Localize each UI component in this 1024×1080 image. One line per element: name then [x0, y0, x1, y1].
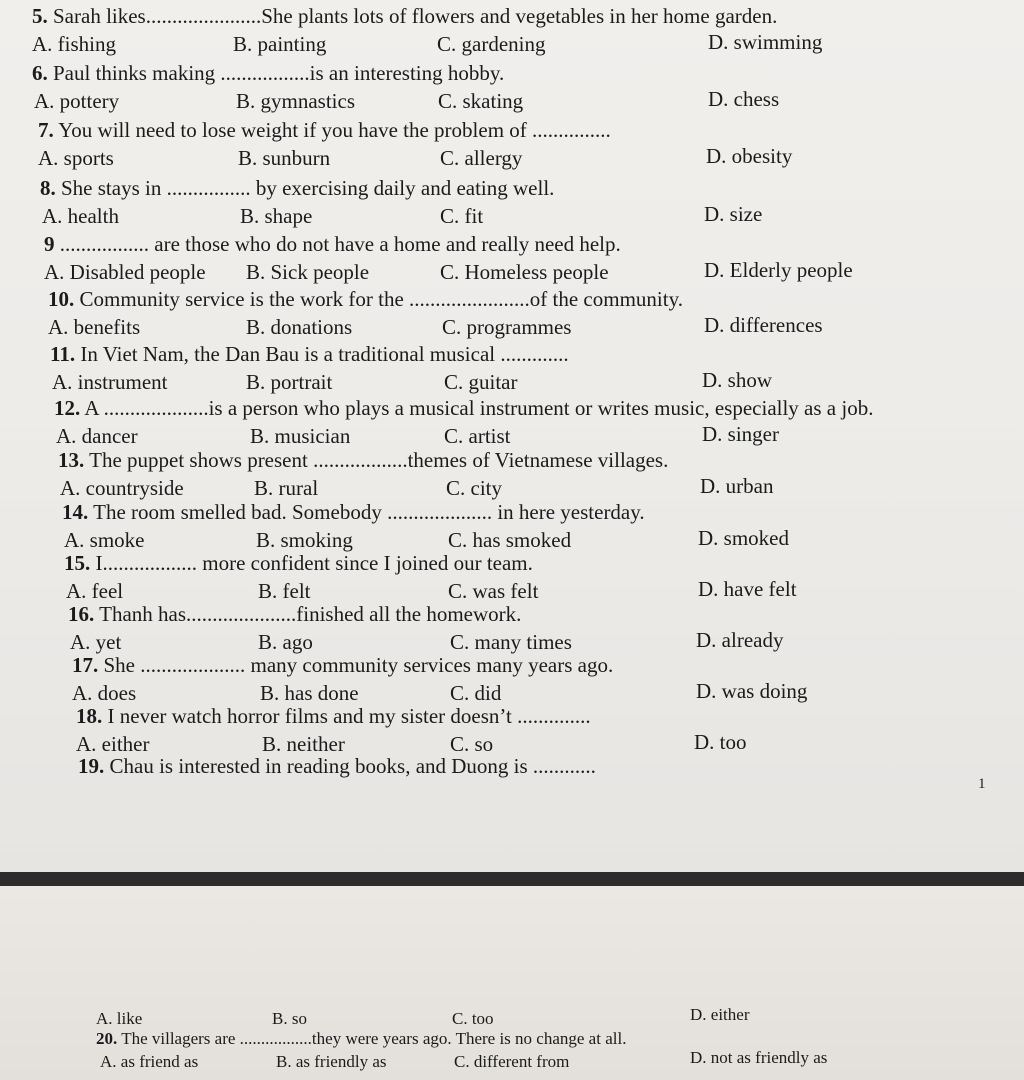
option-a: A. health — [42, 204, 119, 228]
question-text: In Viet Nam, the Dan Bau is a traditional musical ............. — [80, 342, 569, 366]
question-20 — [96, 1029, 626, 1049]
option-b: B. Sick people — [246, 260, 370, 284]
page-number: 1 — [978, 776, 986, 792]
q20-option-b: B. as friendly as — [276, 1052, 387, 1071]
question-text: The villagers are .................they were years ago. There is no change at all. — [121, 1029, 627, 1048]
question-number: 10. — [48, 287, 75, 311]
option-c: C. did — [450, 681, 502, 705]
question-5 — [32, 4, 777, 28]
option-c: C. guitar — [444, 370, 518, 394]
question-text: ................. are those who do not have a home and really need help. — [59, 232, 621, 256]
question-16 — [68, 602, 521, 626]
option-a: A. instrument — [52, 370, 168, 394]
question-number: 5. — [32, 4, 48, 28]
option-b: B. musician — [250, 424, 351, 448]
question-text: A ....................is a person who plays a musical instrument or writes music, especially as a job. — [84, 396, 874, 420]
option-a: A. feel — [66, 579, 124, 603]
q19-option-a: A. like — [96, 1009, 143, 1028]
question-number: 12. — [54, 396, 81, 420]
option-b: B. sunburn — [238, 146, 331, 170]
q19-option-c: C. too — [452, 1009, 494, 1028]
question-text: You will need to lose weight if you have the problem of ............... — [58, 118, 611, 142]
option-d: D. already — [696, 628, 784, 652]
option-b: B. felt — [258, 579, 311, 603]
option-a: A. pottery — [34, 89, 120, 113]
option-a: A. fishing — [32, 32, 116, 56]
question-number: 19. — [78, 754, 105, 778]
option-d: D. differences — [704, 313, 823, 337]
option-c: C. allergy — [440, 146, 523, 170]
q20-option-d: D. not as friendly as — [690, 1048, 828, 1067]
option-a: A. smoke — [64, 528, 145, 552]
option-d: D. have felt — [698, 577, 797, 601]
option-a: A. dancer — [56, 424, 138, 448]
question-13 — [58, 448, 668, 472]
option-d: D. singer — [702, 422, 779, 446]
option-b: B. neither — [262, 732, 345, 756]
option-b: B. shape — [240, 204, 313, 228]
question-12 — [54, 396, 873, 420]
option-b: B. rural — [254, 476, 319, 500]
option-d: D. smoked — [698, 526, 789, 550]
option-b: B. donations — [246, 315, 353, 339]
question-number: 8. — [40, 176, 56, 200]
q19-option-d: D. either — [690, 1005, 750, 1024]
question-6 — [32, 61, 504, 85]
option-b: B. painting — [233, 32, 327, 56]
question-number: 16. — [68, 602, 95, 626]
question-number: 17. — [72, 653, 99, 677]
question-text: I.................. more confident since I joined our team. — [95, 551, 533, 575]
question-text: I never watch horror films and my sister doesn’t .............. — [107, 704, 591, 728]
question-number: 11. — [50, 342, 76, 366]
option-d: D. show — [702, 368, 773, 392]
question-10 — [48, 287, 683, 311]
option-b: B. portrait — [246, 370, 333, 394]
option-b: B. ago — [258, 630, 313, 654]
option-c: C. Homeless people — [440, 260, 609, 284]
question-number: 14. — [62, 500, 89, 524]
option-d: D. urban — [700, 474, 774, 498]
option-c: C. was felt — [448, 579, 539, 603]
question-text: Thanh has.....................finished all the homework. — [99, 602, 522, 626]
question-number: 9 — [44, 232, 55, 256]
question-17 — [72, 653, 613, 677]
q20-option-a: A. as friend as — [100, 1052, 199, 1071]
q20-option-c: C. different from — [454, 1052, 570, 1071]
question-text: She stays in ................ by exercising daily and eating well. — [61, 176, 555, 200]
question-number: 18. — [76, 704, 103, 728]
option-a: A. benefits — [48, 315, 141, 339]
option-d: D. obesity — [706, 144, 793, 168]
question-text: The puppet shows present ..................themes of Vietnamese villages. — [89, 448, 669, 472]
question-text: Chau is interested in reading books, and Duong is ............ — [109, 754, 596, 778]
option-d: D. size — [704, 202, 763, 226]
question-text: The room smelled bad. Somebody .................... in here yesterday. — [93, 500, 645, 524]
option-a: A. Disabled people — [44, 260, 206, 284]
option-c: C. gardening — [437, 32, 546, 56]
option-a: A. either — [76, 732, 150, 756]
option-d: D. swimming — [708, 30, 823, 54]
question-7 — [38, 118, 611, 142]
option-b: B. gymnastics — [236, 89, 355, 113]
question-14 — [62, 500, 645, 524]
question-text: Paul thinks making .................is an interesting hobby. — [53, 61, 505, 85]
question-number: 7. — [38, 118, 54, 142]
option-a: A. yet — [70, 630, 122, 654]
question-8 — [40, 176, 554, 200]
option-d: D. Elderly people — [704, 258, 853, 282]
question-number: 15. — [64, 551, 91, 575]
option-a: A. sports — [38, 146, 114, 170]
option-c: C. programmes — [442, 315, 572, 339]
question-number: 13. — [58, 448, 85, 472]
option-c: C. artist — [444, 424, 511, 448]
question-9 — [44, 232, 621, 256]
question-number: 20. — [96, 1029, 118, 1048]
option-c: C. skating — [438, 89, 524, 113]
question-15 — [64, 551, 533, 575]
question-text: She .................... many community services many years ago. — [103, 653, 614, 677]
option-c: C. many times — [450, 630, 572, 654]
option-b: B. smoking — [256, 528, 353, 552]
question-text: Sarah likes......................She plants lots of flowers and vegetables in her home garden. — [53, 4, 778, 28]
question-number: 6. — [32, 61, 48, 85]
worksheet-page-continued — [0, 886, 1024, 1080]
option-c: C. has smoked — [448, 528, 572, 552]
question-11 — [50, 342, 569, 366]
option-d: D. chess — [708, 87, 780, 111]
question-19 — [78, 754, 596, 778]
option-a: A. countryside — [60, 476, 184, 500]
option-d: D. was doing — [696, 679, 808, 703]
q19-option-b: B. so — [272, 1009, 307, 1028]
option-a: A. does — [72, 681, 137, 705]
option-c: C. fit — [440, 204, 484, 228]
option-b: B. has done — [260, 681, 359, 705]
option-d: D. too — [694, 730, 747, 754]
option-c: C. city — [446, 476, 502, 500]
question-18 — [76, 704, 591, 728]
option-c: C. so — [450, 732, 494, 756]
question-text: Community service is the work for the .......................of the community. — [79, 287, 683, 311]
